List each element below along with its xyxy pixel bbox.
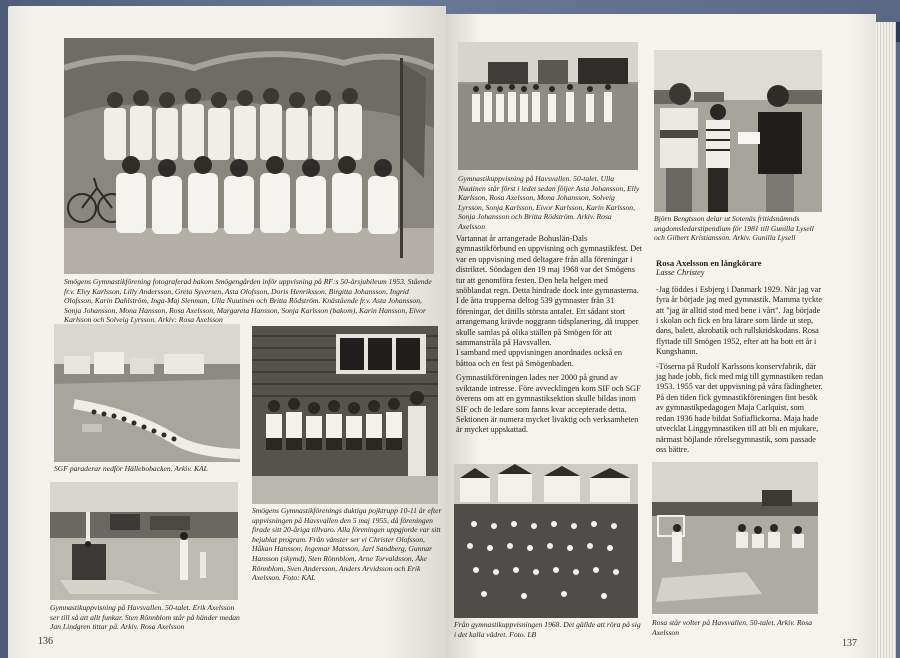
body-paragraph: Vartannat år arrangerade Bohuslän-Dals gymnastikförbund en uppvisning och gymnastikfest. Det var en uppvisning med deltagare från alla föreningar i distriktet. Söndagen den 19 maj 1968 var det Smögens tur att genomföra festen. Den hela helgen med snöblandat regn. Detta hindrade dock inte gymnasterna. I de åtta trupperna deltog 539 gymnaster från 31 föreningar, det ditills största antalet. Ett sådant stort arrangemang krävde noggrann tidsplanering, då trupper skulle samlas på olika ställen på Smögen för att sammanstråla på Havsvallen. [456,234,643,348]
photo-rosa-vaulting [652,462,818,614]
photo-parade-hallebobacken [54,324,240,462]
photo-stipendium-1981 [654,50,822,212]
article-byline: Lasse Christey [656,268,705,278]
caption-top-photo: Smögens Gymnastikförening fotograferad bakom Smögengården inför uppvisning på RF:s 50-årsjubileum 1953. Stående fr.v. Elvy Karlsson, Lilly Andersson, Greta Syversen, Asta Olofsson, Doris Henriksson, Birgitta Johansson, Ingrid Olofsson, Karin Dahlström, Inga-Maj Slenman, Ulla Nuutinen och Britta Rödström. Knästående fr.v. Asta Johansson, Sonja Johansson, Mona Hansson, Rosa Axelsson, Margareta Hansson, Sonja Karlsson (bakom), Karin Hansson, Eivor Karlsson och Solveig Lyrsson. Arkiv: Rosa Axelsson [64,277,432,325]
photo-women-lineup-havsvallen [458,42,638,170]
body-paragraph: -Jag föddes i Esbjerg i Danmark 1929. När jag var fyra år började jag med gymnastik. Mamma tyckte att "jag är alltid stod med bene i vårt". Jag började i skolan och fick en bra lärare som lärde ut step, dans, balett, akrobatik och rullskridskodans. Rosa flyttade till Smögen 1952, efter att ha bott ett år i Kungshamn. [656,284,822,357]
caption-show-1968: Från gymnastikuppvisningen 1968. Det gällde att röra på sig i det kalla vädret. Foto. LB [454,620,641,639]
photo-boys-troupe-1955 [252,326,438,504]
body-paragraph: -Töserna på Rudolf Karlssons konservfabrik, där jag hade jobb, fick med mig till gymnastiken redan 1953. 1955 var det uppvisning på våra fädingheter. På den tiden fick gymnastikföreningen fint besök av gymnastikpedagogen Maja Carlquist, som redan 1936 hade bildat Sofiaflickorna. Maja hade utvecklat Linggymnastiken till att bli en mjukare, närmast böjlande rörelsegymnastik, som passade oss bättre. [656,361,824,454]
photo-gymnastics-group-women [64,38,434,274]
page-number-left: 136 [38,636,53,647]
body-paragraph: Gymnastikföreningen lades ner 2000 på grund av sviktande intresse. Före avvecklingen kom SIF och SGF överens om att en gymnastiksektion skulle bildas inom SIF och de ledare som fanns kvar accepterade detta. Sektionen är numera mycket livaktig och verksamheten är mycket uppskattad. [456,373,641,435]
article-heading: Rosa Axelsson en långkörare [656,258,762,268]
right-page [446,14,876,658]
caption-handstand-photo: Gymnastikuppvisning på Havsvallen. 50-talet. Erik Axelsson ser till så att allt funkar. Sten Rönnblom står på händer medan Jan Lindgren tittar på. Arkiv. Rosa Axelsson [50,603,240,632]
caption-women-lineup: Gymnastikuppvisning på Havsvallen. 50-talet. Ulla Nuutinen står först i ledet sedan följer Asta Johansson, Elly Karlsson, Rosa Axelsson, Mona Johansson, Solveig Lyrsson, Sonja Karlsson, Eivor Karlsson, Karin Karlsson, Sonja Johansson och Britta Rödström. Arkiv. Rosa Axelsson [458,174,640,231]
caption-boys-photo: Smögens Gymnastikförenings duktiga pojktrupp 10-11 år efter uppvisningen på Havsvallen den 5 maj 1955, då föreningen firade sitt 20-åriga tillvaro. Alla föreningen uppgjorde var sitt bejublat program. Från vänster ser vi Christer Olofsson, Håkan Hansson, Ingemar Matsson, Jarl Sandberg, Gunnar Hansson (skymd), Sten Rönnblom, Arne Torvaldsson, Åke Rönnblom, Sven Andersson, Anders Arvidsson och Erik Axelsson. Foto: KAL [252,506,442,583]
caption-rosa-vaulting: Rosa står volter på Havsvallen. 50-talet. Arkiv. Rosa Axelsson [652,618,813,637]
body-text-column-1 [456,234,642,436]
body-paragraph: I samband med uppvisningen anordnades också en båttoa och en fest på Smögenbaden. [456,348,622,368]
page-number-right: 137 [842,638,857,649]
photo-handstand-havsvallen [50,482,238,600]
photo-gymnastics-show-1968 [454,464,638,618]
caption-parade-photo: SGF paraderar nedför Hällebobacken. Arkiv. KAL [54,464,208,473]
left-page [8,6,446,658]
body-text-column-2 [656,258,824,455]
caption-stipendium: Björn Bengtsson delar ut Sotenäs fritidsnämnds ungdomsledarstipendium för 1981 till Gunilla Lysell och Gilbert Kristiansson. Arkiv. Gunilla Lysell [654,214,814,243]
